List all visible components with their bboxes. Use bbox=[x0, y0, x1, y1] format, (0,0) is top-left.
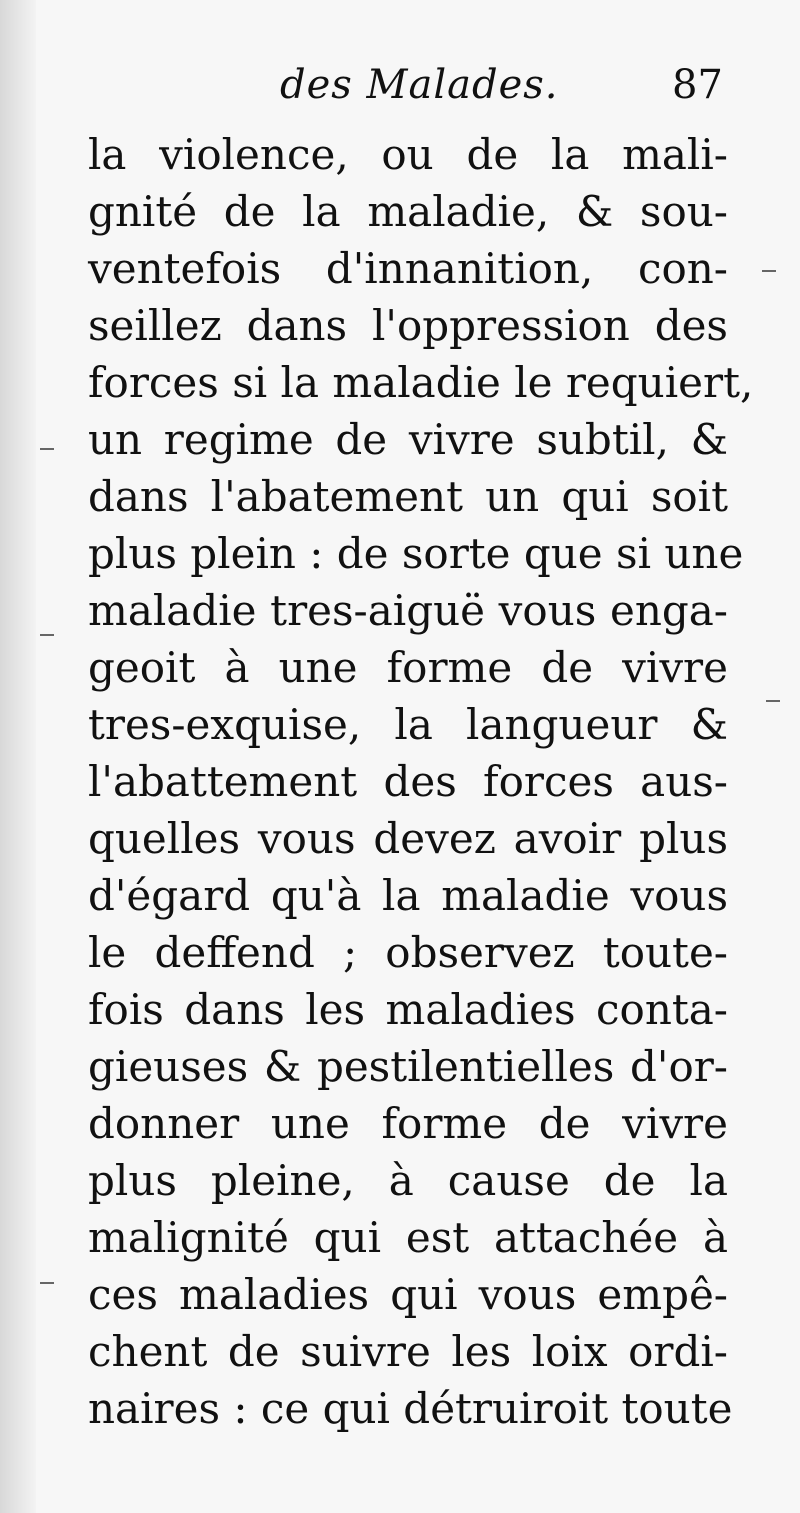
running-head: des Malades. bbox=[280, 62, 559, 108]
text-line: d'égard qu'à la maladie vous bbox=[88, 871, 728, 920]
margin-mark bbox=[762, 270, 776, 272]
text-line: malignité qui est attachée à bbox=[88, 1213, 728, 1262]
margin-mark bbox=[40, 1282, 54, 1284]
text-line: plus pleine, à cause de la bbox=[88, 1156, 728, 1205]
text-line: ces maladies qui vous empê- bbox=[88, 1270, 728, 1319]
text-line: seillez dans l'oppression des bbox=[88, 301, 728, 350]
text-line: fois dans les maladies conta- bbox=[88, 985, 728, 1034]
text-line: chent de suivre les loix ordi- bbox=[88, 1327, 728, 1376]
page-gutter-shadow bbox=[0, 0, 36, 1513]
text-line: geoit à une forme de vivre bbox=[88, 643, 728, 692]
page-number: 87 bbox=[672, 62, 723, 108]
text-line: tres-exquise, la langueur & bbox=[88, 700, 728, 749]
body-text bbox=[88, 126, 754, 1437]
text-line: le deffend ; observez toute- bbox=[88, 928, 728, 977]
text-line: gnité de la maladie, & sou- bbox=[88, 187, 728, 236]
text-line: plus plein : de sorte que si une bbox=[88, 529, 744, 578]
text-line: maladie tres-aiguë vous enga- bbox=[88, 586, 728, 635]
text-line: l'abattement des forces aus- bbox=[88, 757, 728, 806]
text-line: quelles vous devez avoir plus bbox=[88, 814, 728, 863]
text-line: la violence, ou de la mali- bbox=[88, 130, 728, 179]
text-line: un regime de vivre subtil, & bbox=[88, 415, 728, 464]
text-line: naires : ce qui détruiroit toute bbox=[88, 1384, 733, 1433]
margin-mark bbox=[766, 700, 780, 702]
margin-mark bbox=[40, 634, 54, 636]
margin-mark bbox=[40, 448, 54, 450]
text-line: donner une forme de vivre bbox=[88, 1099, 728, 1148]
text-line: gieuses & pestilentielles d'or- bbox=[88, 1042, 728, 1091]
text-line: forces si la maladie le requiert, bbox=[88, 358, 754, 407]
text-line: dans l'abatement un qui soit bbox=[88, 472, 728, 521]
text-line: ventefois d'innanition, con- bbox=[88, 244, 728, 293]
